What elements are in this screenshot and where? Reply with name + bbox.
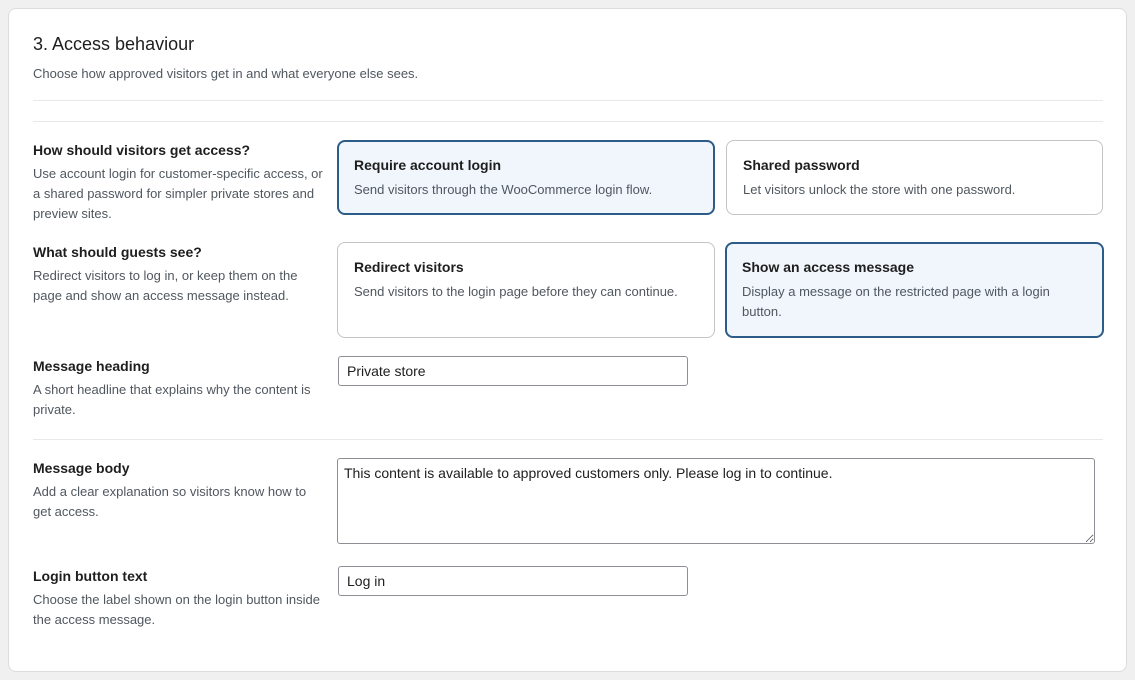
guest-view-label: What should guests see? — [33, 244, 202, 260]
guest-view-help: Redirect visitors to log in, or keep them on the page and show an access message instead. — [33, 268, 298, 303]
login-button-text-help: Choose the label shown on the login button inside the access message. — [33, 592, 320, 627]
access-method-label-group — [33, 141, 323, 224]
message-heading-label: Message heading — [33, 358, 150, 374]
option-title: Require account login — [354, 157, 502, 173]
divider — [33, 100, 1103, 101]
section-title: 3. Access behaviour — [33, 34, 195, 54]
message-body-help: Add a clear explanation so visitors know how to get access. — [33, 484, 307, 519]
login-button-text-input[interactable] — [338, 566, 688, 596]
divider — [33, 121, 1103, 122]
message-body-textarea[interactable] — [337, 458, 1095, 544]
login-button-text-label-group — [33, 567, 323, 630]
option-title: Show an access message — [742, 259, 914, 275]
login-button-text-label: Login button text — [33, 568, 148, 584]
section-description: Choose how approved visitors get in and what everyone else sees. — [33, 66, 419, 81]
option-title: Shared password — [743, 157, 860, 173]
message-body-label: Message body — [33, 460, 130, 476]
divider — [33, 439, 1103, 440]
access-method-help: Use account login for customer-specific access, or a shared password for simpler private stores and preview sites. — [33, 166, 323, 221]
option-title: Redirect visitors — [354, 259, 464, 275]
option-show-access-message[interactable] — [725, 242, 1104, 338]
option-shared-password[interactable] — [726, 140, 1103, 215]
message-heading-label-group — [33, 357, 323, 420]
option-require-account-login[interactable] — [337, 140, 715, 215]
option-description: Display a message on the restricted page with a login button. — [742, 284, 1050, 319]
option-description: Send visitors through the WooCommerce login flow. — [354, 182, 653, 197]
option-description: Let visitors unlock the store with one password. — [743, 182, 1016, 197]
message-heading-input[interactable] — [338, 356, 688, 386]
settings-card — [8, 8, 1127, 672]
option-redirect-visitors[interactable] — [337, 242, 715, 338]
option-description: Send visitors to the login page before they can continue. — [354, 284, 678, 299]
message-heading-help: A short headline that explains why the content is private. — [33, 382, 311, 417]
message-body-label-group — [33, 459, 323, 522]
guest-view-label-group — [33, 243, 323, 306]
access-method-label: How should visitors get access? — [33, 142, 251, 158]
